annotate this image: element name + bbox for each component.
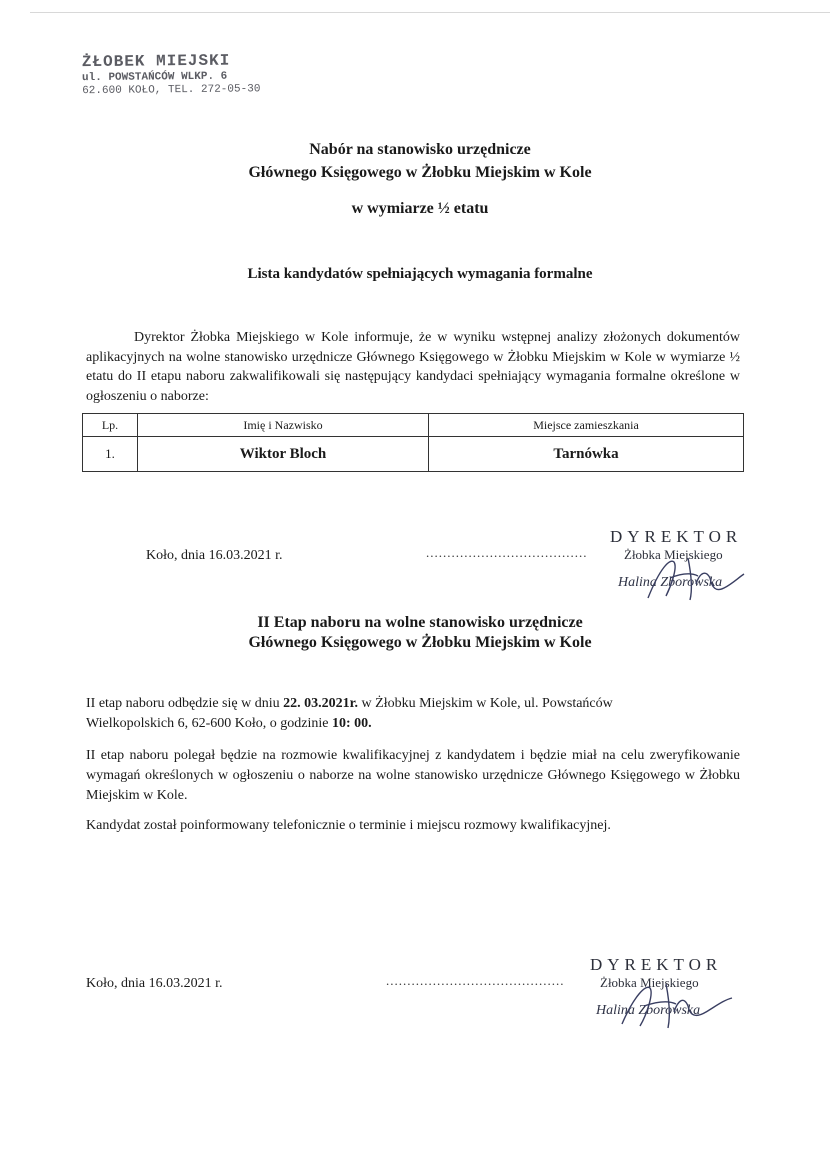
institution-stamp xyxy=(82,51,302,97)
section2-title-line-2: Głównego Księgowego w Żłobku Miejskim w Kole xyxy=(248,634,592,651)
title-line-2: Głównego Księgowego w Żłobku Miejskim w Kole xyxy=(248,164,592,181)
place-date-2: Koło, dnia 16.03.2021 r. xyxy=(86,976,223,991)
header-residence: Miejsce zamieszkania xyxy=(429,414,744,437)
title-line-3: w wymiarze ½ etatu xyxy=(351,200,489,217)
handwritten-signature-1 xyxy=(640,548,750,604)
subtitle: Lista kandydatów spełniających wymagania formalne xyxy=(247,266,593,282)
signature-dots-2: .......................................... xyxy=(386,973,565,988)
scan-edge-line xyxy=(30,12,830,13)
header-lp: Lp. xyxy=(83,414,138,437)
director-name-1: Halina Zborowska xyxy=(618,575,723,590)
org-name-1: Żłobka Miejskiego xyxy=(624,547,723,562)
p1-text-line2: Wielkopolskich 6, 62-600 Koło, o godzinie xyxy=(86,716,332,731)
p1-date: 22. 03.2021r. xyxy=(283,696,359,711)
stamp-line-1: ŻŁOBEK MIEJSKI xyxy=(81,51,231,72)
intro-paragraph: Dyrektor Żłobka Miejskiego w Kole informuje, że w wyniku wstępnej analizy złożonych dokumentów aplikacyjnych na wolne stanowisko urzędnicze Głównego Księgowego w Żłobku Miejskim w Kole w wymiarze ½ etatu do II etapu naboru zakwalifikowali się następujący kandydaci spełniający wymagania formalne określone w ogłoszeniu o naborze: xyxy=(86,330,740,404)
org-name-2: Żłobka Miejskiego xyxy=(600,975,699,990)
p1-text-a: II etap naboru odbędzie się w dniu xyxy=(86,696,284,711)
director-name-2: Halina Zborowska xyxy=(596,1003,701,1018)
candidates-table xyxy=(82,413,744,472)
section2-title-line-1: II Etap naboru na wolne stanowisko urzędnicze xyxy=(257,614,583,631)
stamp-line-2: ul. POWSTAŃCÓW WLKP. 6 xyxy=(81,70,228,85)
p1-time: 10: 00. xyxy=(331,716,372,731)
signature-dots-1: ...................................... xyxy=(426,545,588,560)
handwritten-signature-2 xyxy=(616,976,736,1032)
table-header-row xyxy=(83,414,744,437)
cell-name: Wiktor Bloch xyxy=(138,437,429,472)
p1-text-b: w Żłobku Miejskim w Kole, ul. Powstańców xyxy=(358,696,613,711)
title-line-1: Nabór na stanowisko urzędnicze xyxy=(309,141,531,158)
section2-paragraph-2: II etap naboru polegał będzie na rozmowie kwalifikacyjnej z kandydatem i będzie miał na celu zweryfikowanie wymagań określonych w ogłoszeniu o naborze na wolne stanowisko urzędnicze Głównego Księgowego w Żłobku Miejskim w Kole. xyxy=(86,748,740,803)
cell-lp: 1. xyxy=(83,437,138,472)
table-row xyxy=(83,437,744,472)
place-date-1: Koło, dnia 16.03.2021 r. xyxy=(146,548,283,563)
cell-residence: Tarnówka xyxy=(429,437,744,472)
director-title-2: DYREKTOR xyxy=(590,955,723,974)
header-name: Imię i Nazwisko xyxy=(138,414,429,437)
stamp-line-3: 62.600 KOŁO, TEL. 272-05-30 xyxy=(82,83,261,98)
section2-paragraph-1 xyxy=(86,694,740,734)
section2-paragraph-3: Kandydat został poinformowany telefonicznie o terminie i miejscu rozmowy kwalifikacyjnej. xyxy=(86,818,611,833)
director-title-1: DYREKTOR xyxy=(610,527,743,546)
